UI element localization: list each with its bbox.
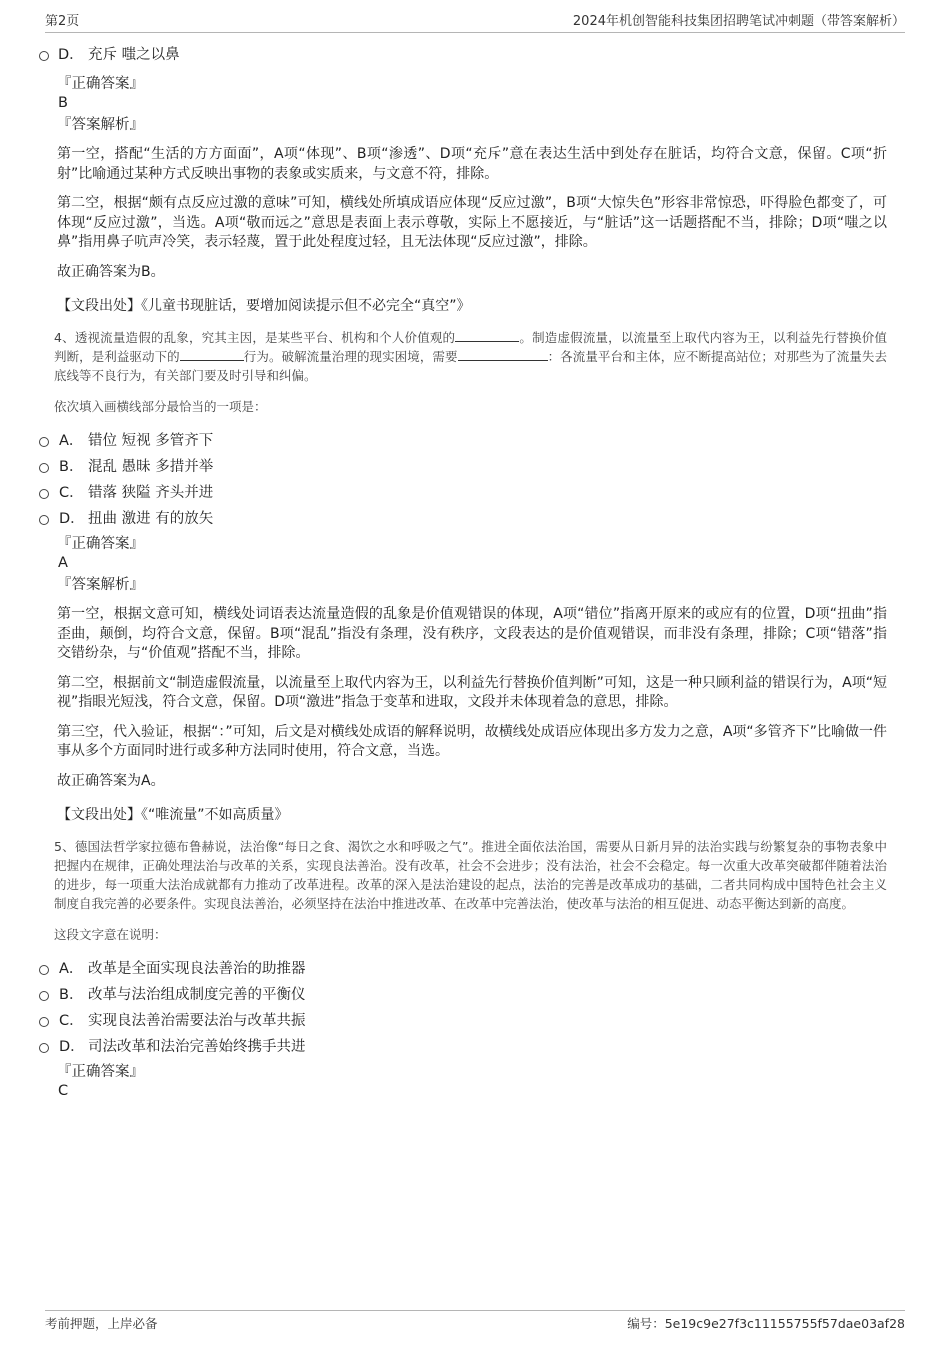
blank-2 bbox=[180, 348, 244, 361]
page-number: 第2页 bbox=[45, 14, 80, 29]
prev-analysis-3: 故正确答案为B。 bbox=[57, 263, 165, 280]
q4-answer: A bbox=[58, 555, 68, 571]
q4-option-a[interactable]: A． 错位 短视 多管齐下 bbox=[0, 428, 887, 454]
radio-icon[interactable] bbox=[39, 1017, 49, 1027]
radio-icon[interactable] bbox=[39, 1043, 49, 1053]
footer-slogan: 考前押题，上岸必备 bbox=[45, 1316, 158, 1331]
q4-analysis-2: 第二空，根据前文“制造虚假流量，以流量至上取代内容为王，以利益先行替换价值判断”可知，这是一种只顾利益的错误行为，A项“短视”指眼光短浅，符合文意，保留。D项“激进”指急于变革和进取，文段并未体现着急的意思，排除。 bbox=[57, 674, 887, 710]
prev-answer: B bbox=[58, 95, 68, 111]
q4-stem: 4、透视流量造假的乱象，究其主因，是某些平台、机构和个人价值观的 。制造虚假流量，以流量至上取代内容为王，以利益先行替换价值判断，是利益驱动下的 行为。破解流量治理的现实困境，需要 ：各流量平台和主体，应不断提高站位；对那些为了流量失去底线等不良行为，有关部门要及时引导和纠偏。 bbox=[54, 330, 887, 383]
q4-source: 【文段出处】《“唯流量”不如高质量》 bbox=[57, 807, 289, 823]
radio-icon[interactable] bbox=[39, 489, 49, 499]
prev-option-d[interactable]: D． 充斥 嗤之以鼻 bbox=[0, 42, 887, 68]
radio-icon[interactable] bbox=[39, 51, 49, 61]
q4-option-b[interactable]: B． 混乱 愚昧 多措并举 bbox=[0, 454, 887, 480]
q4-analysis-4: 故正确答案为A。 bbox=[57, 772, 165, 789]
q5-prompt: 这段文字意在说明： bbox=[54, 927, 167, 942]
page-header bbox=[45, 12, 905, 33]
radio-icon[interactable] bbox=[39, 965, 49, 975]
correct-answer-label: 『正确答案』 bbox=[57, 1064, 144, 1080]
q5-option-b[interactable]: B． 改革与法治组成制度完善的平衡仪 bbox=[0, 982, 887, 1008]
q5-option-d[interactable]: D． 司法改革和法治完善始终携手共进 bbox=[0, 1034, 887, 1060]
analysis-label: 『答案解析』 bbox=[57, 577, 144, 593]
prev-analysis-2: 第二空，根据“颇有点反应过激的意味”可知，横线处所填成语应体现“反应过激”，B项“大惊失色”形容非常惊恐，吓得脸色都变了，可体现“反应过激”，当选。A项“敬而远之”意思是表面上表示尊敬，实际上不愿接近，与“脏话”这一话题搭配不当，排除；D项“嗤之以鼻”指用鼻子吭声冷笑，表示轻蔑，置于此处程度过轻，且无法体现“反应过激”，排除。 bbox=[57, 195, 887, 250]
analysis-label: 『答案解析』 bbox=[57, 117, 144, 133]
q4-option-c[interactable]: C． 错落 狭隘 齐头并进 bbox=[0, 480, 887, 506]
q5-answer: C bbox=[58, 1083, 69, 1099]
q4-options bbox=[0, 428, 887, 532]
blank-1 bbox=[455, 329, 519, 342]
document-title: 2024年机创智能科技集团招聘笔试冲刺题（带答案解析） bbox=[572, 14, 905, 29]
radio-icon[interactable] bbox=[39, 463, 49, 473]
q4-analysis-1: 第一空，根据文意可知，横线处词语表达流量造假的乱象是价值观错误的体现，A项“错位”指离开原来的或应有的位置，D项“扭曲”指歪曲，颠倒，均符合文意，保留。B项“混乱”指没有条理，没有秩序，文段表达的是价值观错误，而非没有条理，排除；C项“错落”指交错纷杂，与“价值观”搭配不当，排除。 bbox=[57, 606, 887, 661]
document-id: 编号：5e19c9e27f3c11155755f57dae03af28 bbox=[627, 1316, 905, 1331]
q5-option-a[interactable]: A． 改革是全面实现良法善治的助推器 bbox=[0, 956, 887, 982]
page-content bbox=[54, 42, 887, 1101]
radio-icon[interactable] bbox=[39, 437, 49, 447]
q4-option-d[interactable]: D． 扭曲 激进 有的放矢 bbox=[0, 506, 887, 532]
radio-icon[interactable] bbox=[39, 991, 49, 1001]
q5-stem: 5、德国法哲学家拉德布鲁赫说，法治像“每日之食、渴饮之水和呼吸之气”。推进全面依法治国，需要从日新月异的法治实践与纷繁复杂的事物表象中把握内在规律，正确处理法治与改革的关系，实现良法善治。没有改革，社会不会进步；没有法治，社会不会稳定。每一次重大改革突破都伴随着法治的进步，每一项重大法治成就都有力推动了改革进程。改革的深入是法治建设的起点，法治的完善是改革成功的基础，二者共同构成中国特色社会主义制度自我完善的必要条件。实现良法善治，必须坚持在法治中推进改革、在改革中完善法治，使改革与法治的相互促进、动态平衡达到新的高度。 bbox=[54, 839, 887, 911]
radio-icon[interactable] bbox=[39, 515, 49, 525]
q4-prompt: 依次填入画横线部分最恰当的一项是： bbox=[54, 399, 267, 414]
q5-options bbox=[0, 956, 887, 1060]
correct-answer-label: 『正确答案』 bbox=[57, 536, 144, 552]
correct-answer-label: 『正确答案』 bbox=[57, 76, 144, 92]
page-footer bbox=[45, 1310, 905, 1335]
prev-analysis-1: 第一空，搭配“生活的方方面面”，A项“体现”、B项“渗透”、D项“充斥”意在表达生活中到处存在脏话，均符合文意，保留。C项“折射”比喻通过某种方式反映出事物的表象或实质来，与文意不符，排除。 bbox=[57, 146, 887, 182]
blank-3 bbox=[458, 348, 548, 361]
prev-source: 【文段出处】《儿童书现脏话，要增加阅读提示但不必完全“真空”》 bbox=[57, 298, 471, 314]
q4-analysis-3: 第三空，代入验证，根据“：”可知，后文是对横线处成语的解释说明，故横线处成语应体现出多方发力之意，A项“多管齐下”比喻做一件事从多个方面同时进行或多种方法同时使用，符合文意，当选。 bbox=[57, 723, 887, 759]
q5-option-c[interactable]: C． 实现良法善治需要法治与改革共振 bbox=[0, 1008, 887, 1034]
